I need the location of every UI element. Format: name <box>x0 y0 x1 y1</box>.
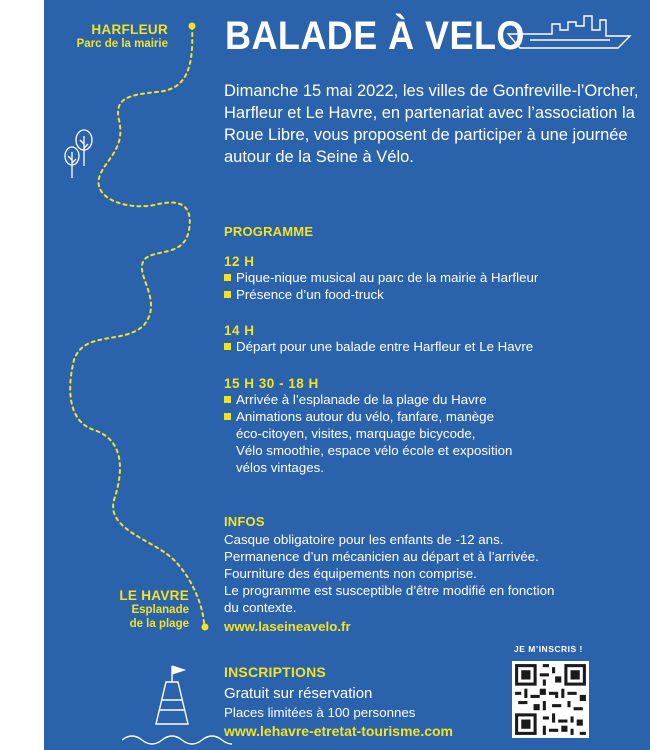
programme-slot-2 <box>224 323 533 355</box>
programme-slot-3 <box>224 376 512 476</box>
inscriptions-heading: INSCRIPTIONS <box>224 664 326 680</box>
slot-time: 14 H <box>224 323 255 338</box>
bullet-square-icon <box>224 291 231 298</box>
infos-section <box>224 514 554 635</box>
slot-line: éco-citoyen, visites, marquage bicycode, <box>236 426 476 441</box>
start-place-title: HARFLEUR <box>91 22 168 37</box>
bullet-square-icon <box>224 274 231 281</box>
qr-code-icon[interactable] <box>512 661 589 738</box>
end-place-title: LE HAVRE <box>119 588 189 603</box>
end-place-subtitle-1: Esplanade <box>131 604 189 616</box>
slot-line: Présence d’un food-truck <box>224 286 538 303</box>
inscriptions-section <box>224 664 453 740</box>
trees-icon <box>65 130 92 178</box>
bullet-square-icon <box>224 343 231 350</box>
route-start-dot <box>189 23 196 30</box>
start-place-subtitle: Parc de la mairie <box>76 38 168 50</box>
info-line: Fourniture des équipements non comprise. <box>224 566 477 581</box>
info-line: Permanence d’un mécanicien au départ et à l’arrivée. <box>224 549 539 564</box>
end-place-subtitle-2: de la plage <box>129 618 189 630</box>
info-line: Casque obligatoire pour les enfants de -12 ans. <box>224 532 504 547</box>
slot-time: 12 H <box>224 254 255 269</box>
intro-text: Dimanche 15 mai 2022, les villes de Gonfreville-l’Orcher, Harfleur et Le Havre, en partenariat avec l’association la Roue Libre, vous proposent de participer à une journée autour de la Seine à Vélo. <box>224 82 639 166</box>
buoy-icon <box>122 660 232 750</box>
info-line: Le programme est susceptible d’être modifié en fonction <box>224 583 555 598</box>
slot-line: Vélo smoothie, espace vélo école et exposition <box>236 443 513 458</box>
route-path-illustration <box>44 0 224 640</box>
slot-line: Pique-nique musical au parc de la mairie à Harfleur <box>224 269 538 286</box>
tourism-site-link[interactable]: www.lehavre-etretat-tourisme.com <box>224 723 453 739</box>
slot-time: 15 H 30 - 18 H <box>224 376 319 391</box>
inscriptions-limit: Places limitées à 100 personnes <box>224 705 416 720</box>
slot-line: Animations autour du vélo, fanfare, manège <box>224 408 512 425</box>
programme-slot-1 <box>224 254 538 303</box>
programme-heading: PROGRAMME <box>224 224 314 239</box>
slot-line: vélos vintages. <box>236 460 324 475</box>
route-end-label <box>44 588 189 631</box>
bullet-square-icon <box>224 413 231 420</box>
route-end-dot <box>202 624 209 631</box>
inscriptions-free: Gratuit sur réservation <box>224 685 373 702</box>
city-skyline-icon <box>506 12 636 52</box>
slot-line: Arrivée à l’esplanade de la plage du Havre <box>224 391 512 408</box>
slot-line: Départ pour une balade entre Harfleur et Le Havre <box>224 338 533 355</box>
infos-heading: INFOS <box>224 514 265 529</box>
info-line: du contexte. <box>224 600 297 615</box>
poster <box>44 0 650 750</box>
route-start-label <box>44 22 168 51</box>
bullet-square-icon <box>224 396 231 403</box>
poster-title: BALADE À VELO <box>225 14 525 58</box>
seine-velo-link[interactable]: www.laseineavelo.fr <box>224 619 351 634</box>
qr-caption: JE M’INSCRIS ! <box>514 644 583 654</box>
